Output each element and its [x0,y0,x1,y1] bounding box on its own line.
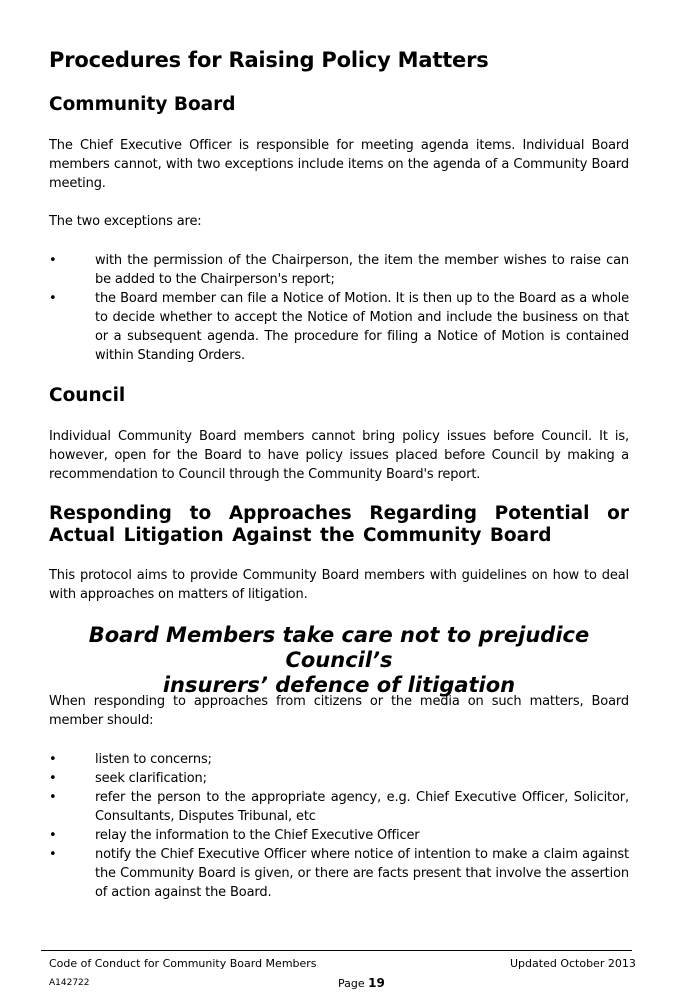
list-item-text: relay the information to the Chief Executive Officer [95,828,420,843]
list-item [49,251,629,289]
bullet-icon: • [49,771,57,786]
footer-page-number: 19 [368,976,385,990]
heading-responding: Responding to Approaches Regarding Potential or Actual Litigation Against the Community Board [49,503,629,546]
callout-banner [49,623,629,698]
footer-page-indicator [338,976,385,990]
heading-community-board: Community Board [49,94,236,115]
list-item [49,826,629,845]
list-item [49,788,629,826]
list-item-text: refer the person to the appropriate agency, e.g. Chief Executive Officer, Solicitor, Consultants, Disputes Tribunal, etc [95,790,629,824]
footer-document-title: Code of Conduct for Community Board Members [49,957,317,970]
footer-divider [41,950,632,951]
community-board-paragraph-2: The two exceptions are: [49,214,202,229]
list-item-text: notify the Chief Executive Officer where notice of intention to make a claim against the Community Board is given, or there are facts present that involve the assertion of action against the Board. [95,847,629,900]
bullet-icon: • [49,828,57,843]
list-item-text: the Board member can file a Notice of Motion. It is then up to the Board as a whole to decide whether to accept the Notice of Motion and include the business on that or a subsequent agenda. The procedure for filing a Notice of Motion is contained within Standing Orders. [95,291,629,363]
bullet-icon: • [49,752,57,767]
callout-line-2: insurers’ defence of litigation [162,673,516,697]
community-board-paragraph-1: The Chief Executive Officer is responsible for meeting agenda items. Individual Board members cannot, with two exceptions include items on the agenda of a Community Board meeting. [49,138,629,191]
callout-line-1: Board Members take care not to prejudice Council’s [88,623,590,672]
list-item [49,769,629,788]
bullet-icon: • [49,253,57,268]
footer-page-label: Page [338,977,365,990]
list-item [49,750,629,769]
page-title: Procedures for Raising Policy Matters [49,48,489,72]
heading-council: Council [49,385,126,406]
list-item-text: with the permission of the Chairperson, the item the member wishes to raise can be added to the Chairperson's report; [95,253,629,287]
exceptions-list [49,251,629,365]
bullet-icon: • [49,847,57,862]
footer-document-id: A142722 [49,978,90,988]
list-item [49,289,629,365]
council-paragraph: Individual Community Board members cannot bring policy issues before Council. It is, however, open for the Board to have policy issues placed before Council by making a recommendation to Council through the Community Board's report. [49,429,629,482]
approaches-paragraph: When responding to approaches from citizens or the media on such matters, Board member should: [49,694,629,728]
list-item [49,845,629,902]
list-item-text: seek clarification; [95,771,207,786]
bullet-icon: • [49,790,57,805]
list-item-text: listen to concerns; [95,752,212,767]
guidelines-list [49,750,629,902]
responding-paragraph: This protocol aims to provide Community Board members with guidelines on how to deal with approaches on matters of litigation. [49,568,629,602]
footer-updated-date: Updated October 2013 [510,957,636,970]
bullet-icon: • [49,291,57,306]
